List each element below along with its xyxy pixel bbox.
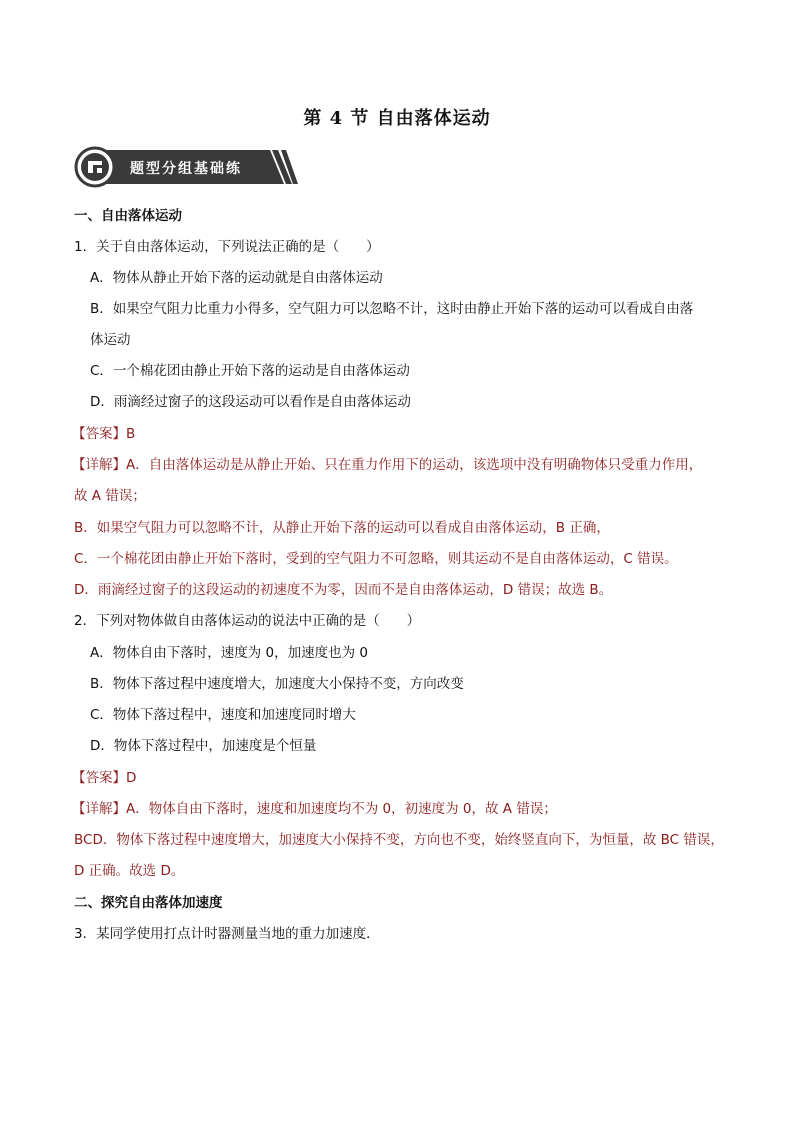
answer-label: 【答案】D (72, 770, 137, 786)
page-title: 第 4 节 自由落体运动 (303, 108, 491, 129)
option-b: B．物体下落过程中速度增大，加速度大小保持不变，方向改变 (90, 676, 464, 692)
option-c: C．一个棉花团由静止开始下落的运动是自由落体运动 (90, 363, 410, 379)
explanation-line: 【详解】A．物体自由下落时，速度和加速度均不为 0，初速度为 0，故 A 错误； (72, 801, 557, 817)
explanation-line: BCD．物体下落过程中速度增大，加速度大小保持不变，方向也不变，始终竖直向下，为恒量，故 BC 错误， (74, 832, 724, 848)
explanation-line: D．雨滴经过窗子的这段运动的初速度不为零，因而不是自由落体运动，D 错误；故选 B。 (74, 582, 613, 598)
option-a: A．物体自由下落时，速度为 0，加速度也为 0 (90, 645, 368, 661)
section-heading: 一、自由落体运动 (74, 208, 182, 224)
explanation-line: D 正确。故选 D。 (74, 863, 185, 879)
answer-label: 【答案】B (72, 426, 136, 442)
question-stem: 2．下列对物体做自由落体运动的说法中正确的是（ ） (74, 613, 421, 629)
explanation-line: 故 A 错误； (74, 488, 146, 504)
explanation-line: 【详解】A．自由落体运动是从静止开始、只在重力作用下的运动，该选项中没有明确物体只受重力作用， (72, 457, 703, 473)
explanation-line: C．一个棉花团由静止开始下落时，受到的空气阻力不可忽略，则其运动不是自由落体运动，C 错误。 (74, 551, 678, 567)
option-d: D．物体下落过程中，加速度是个恒量 (90, 738, 317, 754)
section-banner (74, 146, 298, 188)
option-a: A．物体从静止开始下落的运动就是自由落体运动 (90, 270, 383, 286)
option-b: B．如果空气阻力比重力小得多，空气阻力可以忽略不计，这时由静止开始下落的运动可以看成自由落 (90, 301, 694, 317)
question-stem: 1．关于自由落体运动，下列说法正确的是（ ） (74, 239, 380, 255)
option-c: C．物体下落过程中，速度和加速度同时增大 (90, 707, 356, 723)
explanation-line: B．如果空气阻力可以忽略不计，从静止开始下落的运动可以看成自由落体运动，B 正确， (74, 520, 610, 536)
option-b-continued: 体运动 (90, 332, 131, 348)
banner-label: 题型分组基础练 (130, 161, 242, 177)
question-stem: 3．某同学使用打点计时器测量当地的重力加速度． (74, 926, 380, 942)
option-d: D．雨滴经过窗子的这段运动可以看作是自由落体运动 (90, 394, 411, 410)
section-heading: 二、探究自由落体加速度 (74, 895, 223, 911)
